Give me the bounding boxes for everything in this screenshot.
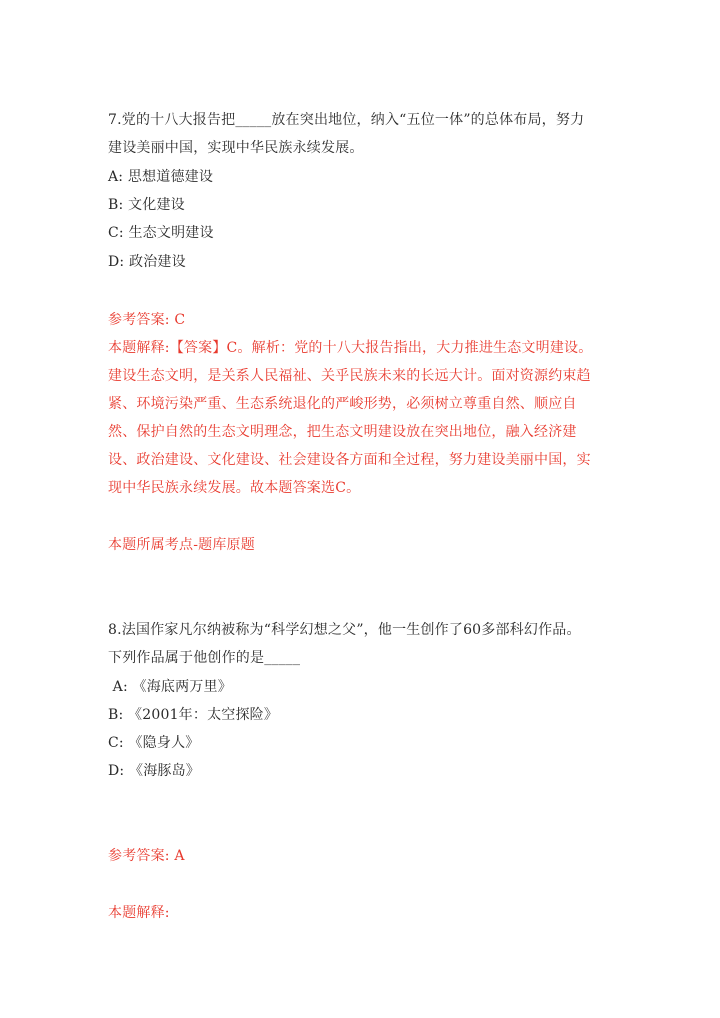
- q7-explanation-line-6: 现中华民族永续发展。故本题答案选C。: [108, 480, 361, 496]
- q8-option-d: D: 《海豚岛》: [108, 763, 200, 779]
- q8-stem-line-1: 8.法国作家凡尔纳被称为“科学幻想之父”，他一生创作了60多部科幻作品。: [108, 622, 581, 638]
- q7-source-tag: 本题所属考点-题库原题: [108, 537, 255, 553]
- q7-option-c: C: 生态文明建设: [108, 225, 214, 241]
- q8-answer: 参考答案: A: [108, 848, 185, 864]
- q7-answer: 参考答案: C: [108, 312, 186, 328]
- q8-option-a: A: 《海底两万里》: [108, 679, 232, 695]
- q7-option-a: A: 思想道德建设: [108, 169, 214, 185]
- q7-option-d: D: 政治建设: [108, 254, 186, 270]
- q7-stem-line-1: 7.党的十八大报告把_____放在突出地位，纳入“五位一体”的总体布局，努力: [108, 112, 585, 128]
- q7-explanation-line-3: 紧、环境污染严重、生态系统退化的严峻形势，必须树立尊重自然、顺应自: [108, 396, 577, 412]
- q8-stem-line-2: 下列作品属于他创作的是_____: [108, 650, 301, 666]
- q8-option-b: B: 《2001年：太空探险》: [108, 707, 279, 723]
- q7-explanation-line-2: 建设生态文明，是关系人民福祉、关乎民族未来的长远大计。面对资源约束趋: [108, 368, 591, 384]
- q7-explanation-line-4: 然、保护自然的生态文明理念，把生态文明建设放在突出地位，融入经济建: [108, 424, 577, 440]
- q7-explanation-line-5: 设、政治建设、文化建设、社会建设各方面和全过程，努力建设美丽中国，实: [108, 452, 591, 468]
- q7-option-b: B: 文化建设: [108, 197, 185, 213]
- q7-stem-line-2: 建设美丽中国，实现中华民族永续发展。: [108, 140, 364, 156]
- q7-explanation-line-1: 本题解释:【答案】C。解析：党的十八大报告指出，大力推进生态文明建设。: [108, 340, 593, 356]
- q8-explanation-label: 本题解释:: [108, 905, 170, 921]
- q8-option-c: C: 《隐身人》: [108, 735, 200, 751]
